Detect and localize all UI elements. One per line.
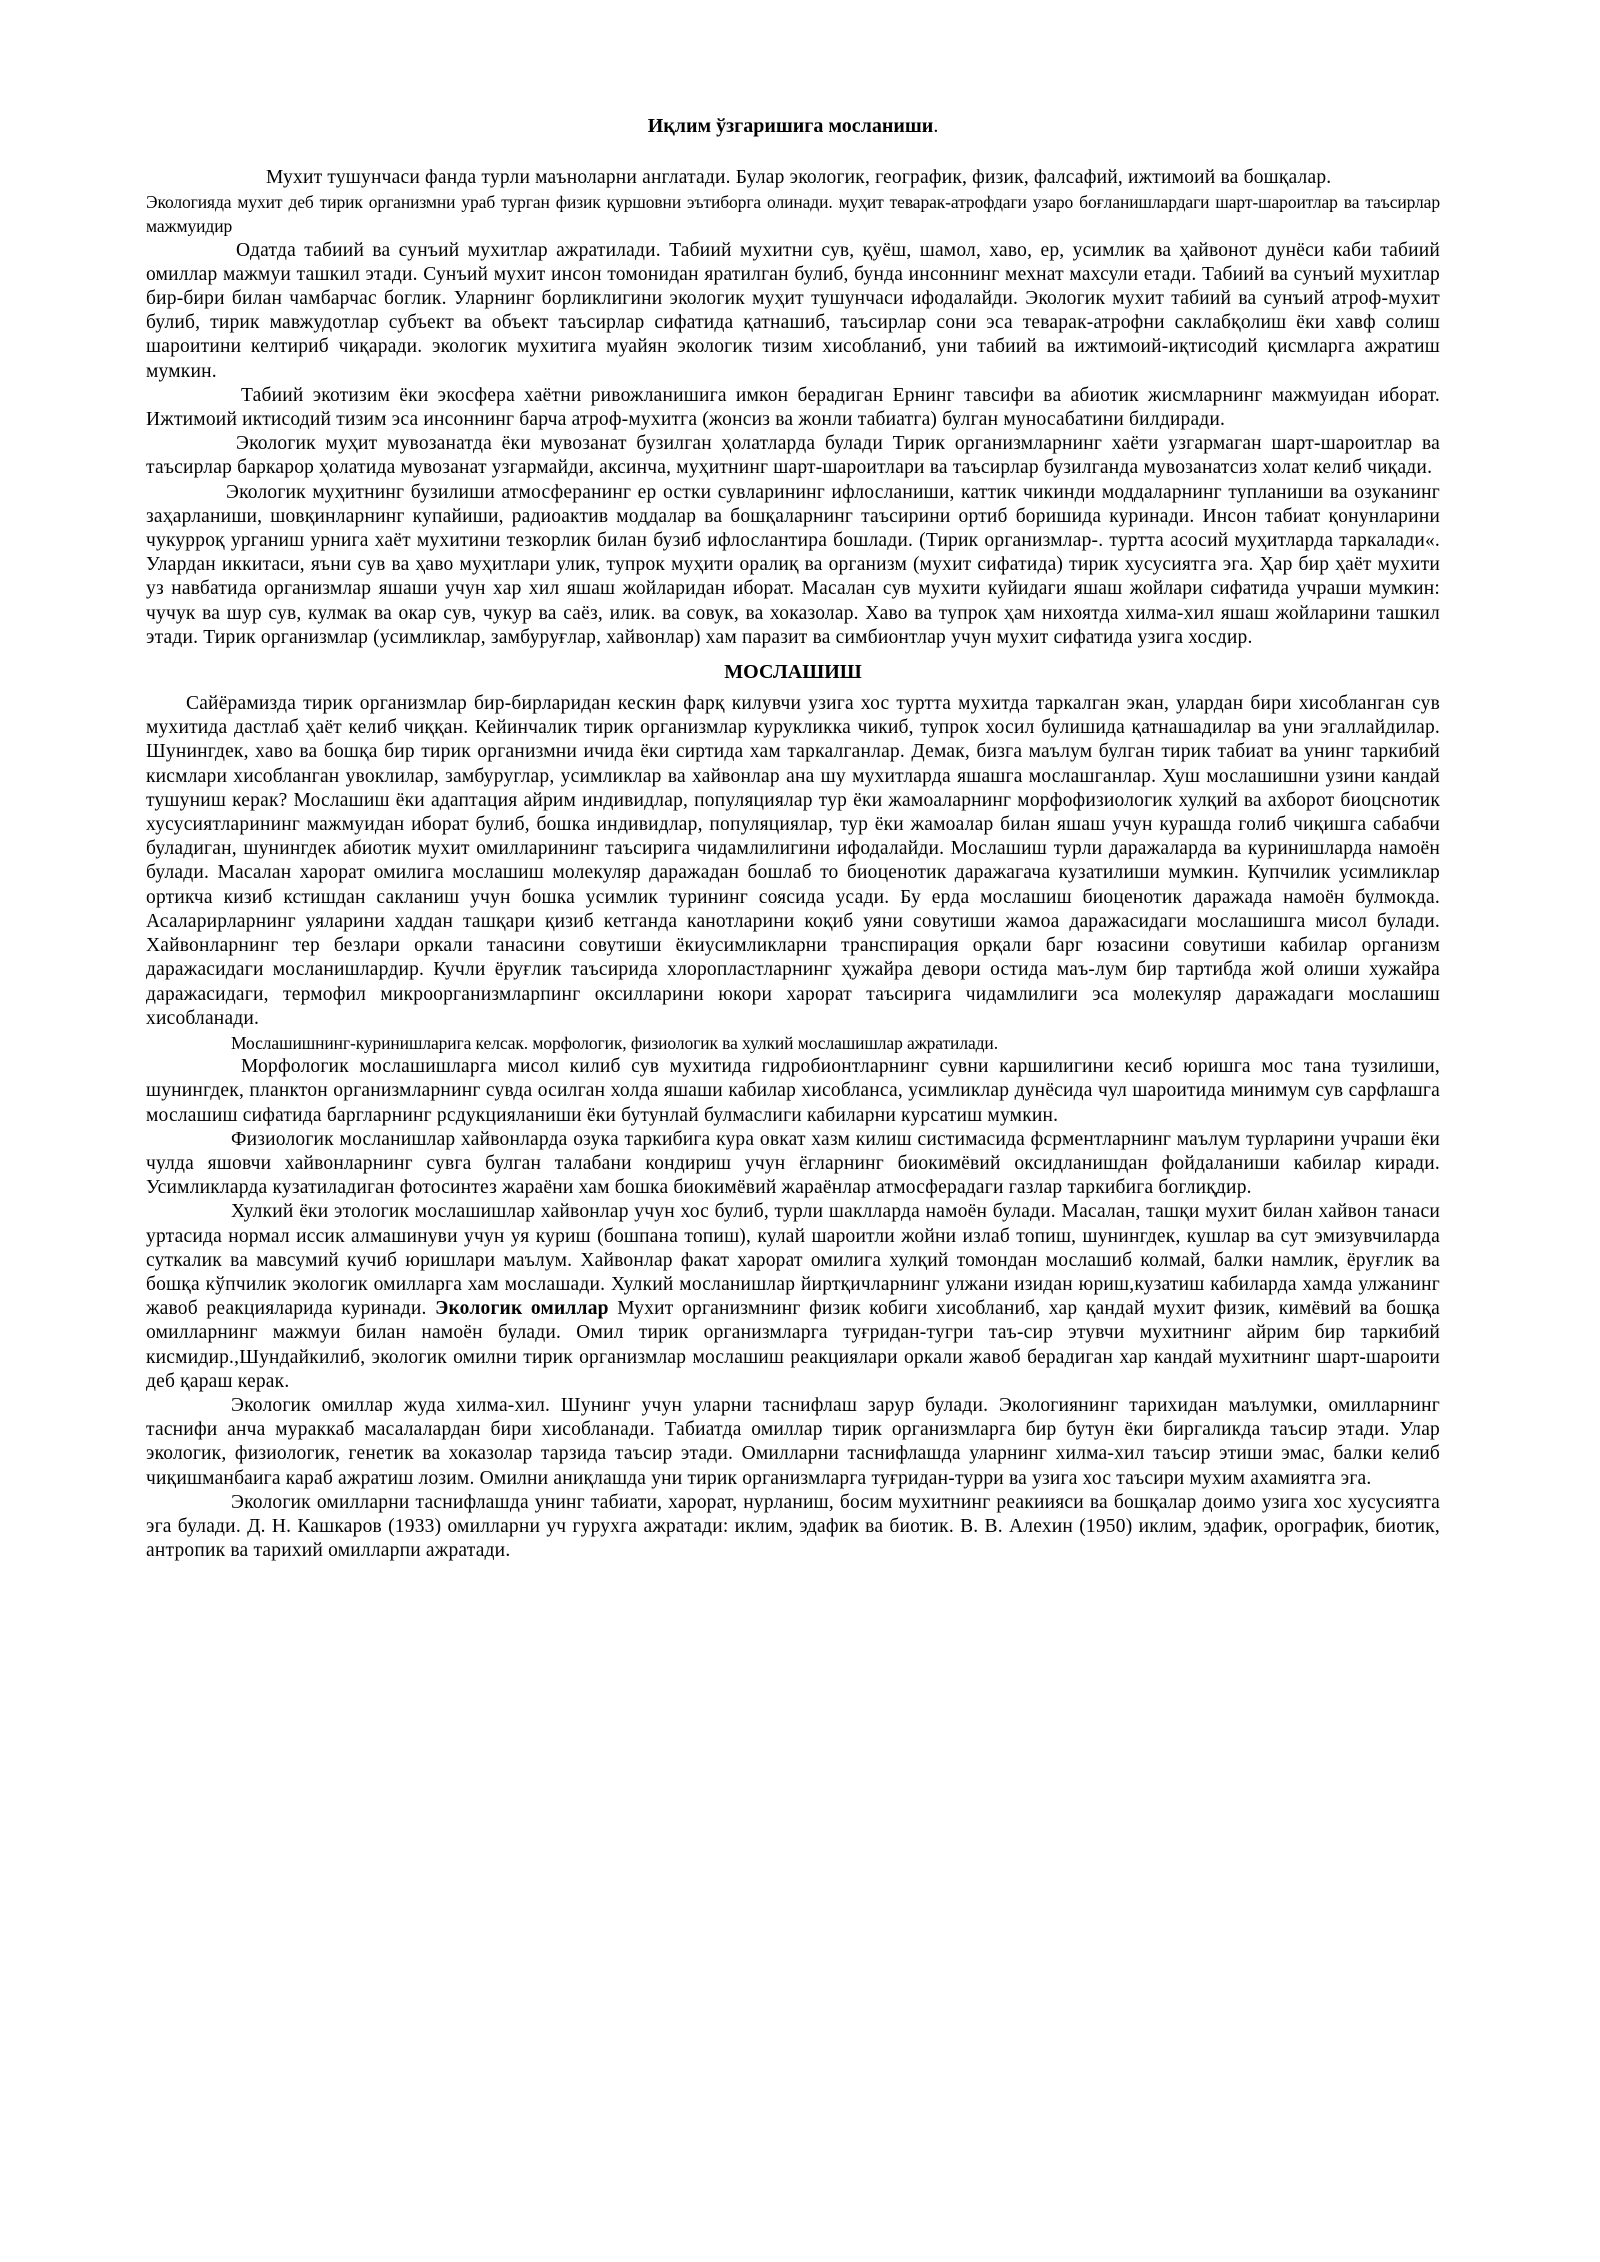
paragraph-10: Физиологик мосланишлар хайвонларда озука таркибига кура овкат хазм килиш систимасида фсрментларнинг маълум турларини учраши ёки чулда яшовчи хайвонларнинг сувга булган талабани кондириш учун ёгларнинг биокимёвий оксидланишдан фойдаланиши кабилар киради. Усимликларда кузатиладиган фотосинтез жараёни хам бошка биокимёвий жараёнлар атмосферадаги газлар таркибига боглиқдир. xyxy=(146,1128,1440,1199)
paragraph-11 xyxy=(146,1200,1440,1394)
paragraph-3: Одатда табиий ва сунъий мухитлар ажратилади. Табиий мухитни сув, қуёш, шамол, хаво, ер, усимлик ва ҳайвонот дунёси каби табиий омиллар мажмуи ташкил этади. Сунъий мухит инсон томонидан яратилган булиб, бунда инсоннинг мехнат махсули етади. Табиий ва сунъий мухитлар бир-бири билан чамбарчас боглик. Уларнинг борликлигини экологик муҳит тушунчаси ифодалайди. Экологик мухит табиий ва сунъий атроф-мухит булиб, тирик мавжудотлар субъект ва объект таъсирлар сифатида қатнашиб, таъсирлар сони эса теварак-атрофни саклабқолиш ёки хавф солиш шароитини келтириб чиқаради. экологик мухитига муайян экологик тизим хисобланиб, уни табиий ва ижтимоий-иқтисодий қисмларга ажратиш мумкин. xyxy=(146,239,1440,382)
paragraph-12: Экологик омиллар жуда хилма-хил. Шунинг учун уларни таснифлаш зарур булади. Экологиянинг тарихидан маълумки, омилларнинг таснифи анча мураккаб масалалардан бири хисобланади. Табиатда омиллар тирик организмларга бир бутун ёки биргаликда таъсир этади. Улар экологик, физиологик, генетик ва хоказолар тарзида таъсир этади. Омилларни таснифлашда уларнинг хилма-хил таъсир этиши эмас, балки келиб чиқишманбаига караб ажратиш лозим. Омилни аниқлашда уни тирик организмларга туғридан-турри ва узига хос таъсири мухим ахамиятга эга. xyxy=(146,1394,1440,1489)
paragraph-11-continuation: Мухит организмнинг физик кобиги хисобланиб, хар қандай мухит физик, кимёвий ва бошқа омилларнинг мажмуи билан намоён булади. Омил тирик организмларга туғридан-тугри таъ-сир этувчи мухитнинг айрим бир таркибий кисмидир.,Шундайкилиб, экологик омилни тирик организмлар мослашиш реакциялари оркали жавоб берадиган хар кандай мухитнинг шарт-шароити деб қараш керак. xyxy=(146,1298,1440,1392)
paragraph-4: Табиий экотизим ёки экосфера хаётни ривожланишига имкон берадиган Ернинг тавсифи ва абиотик жисмларнинг мажмуидан иборат. Ижтимоий иктисодий тизим эса инсоннинг барча атроф-мухитга (жонсиз ва жонли табиатга) булган муносабатини билдиради. xyxy=(146,384,1440,431)
paragraph-1: Мухит тушунчаси фанда турли маъноларни англатади. Булар экологик, географик, физик, фалсафий, ижтимоий ва бошқалар. xyxy=(266,167,1332,188)
paragraph-7: Сайёрамизда тирик организмлар бир-бирларидан кескин фарқ килувчи узига хос туртта мухитда таркалган экан, улардан бири хисобланган сув мухитида дастлаб ҳаёт келиб чиққан. Кейинчалик тирик организмлар курукликка чикиб, тупрок хосил булишида қатнашадилар ва уни эгаллайдилар. Шунингдек, хаво ва бошқа бир тирик организмни ичида ёки сиртида хам таркалганлар. Демак, бизга маълум булган тирик табиат ва унинг таркибий кисмлари хисобланган увоклилар, замбуруглар, усимликлар ва хайвонлар ана шу мухитларда яшашга мослашганлар. Хуш мослашишни узини кандай тушуниш керак? Мослашиш ёки адаптация айрим индивидлар, популяциялар тур ёки жамоаларнинг морфофизиологик хулқий ва ахборот биоцснотик хусусиятларининг мажмуидан иборат булиб, бошка индивидлар, популяциялар, тур ёки жамоалар билан яшаш учун курашда голиб чиқишга сабабчи буладиган, шунингдек абиотик мухит омилларининг таъсирига чидамлилигини ифодалайди. Мослашиш турли даражаларда ва куринишларда намоён булади. Масалан харорат омилига мослашиш молекуляр даражадан бошлаб то биоценотик даражагача кузатилиши мумкин. Купчилик усимликлар ортикча кизиб кстишдан сакланиш учун бошка усимлик турининг соясида усади. Бу ерда мослашиш биоценотик даражада намоён булмокда. Асаларирларнинг уяларини хаддан ташқари қизиб кетганда канотларини коқиб уяни совутиши жамоа даражасидаги мослашишга мисол булади. Хайвонларнинг тер безлари оркали танасини совутиши ёкиусимликларни транспирация орқали барг юзасини совутиши кабилар организм даражасидаги мосланишлардир. Кучли ёруғлик таъсирида хлоропластларнинг ҳужайра девори остида маъ-лум бир тартибда жой олиши хужайра даражасидаги, термофил микроорганизмларпинг оксилларини юкори харорат таъсирига чидамлилиги эса молекуляр даражадаги мослашиш хисобланади. xyxy=(146,693,1440,1029)
paragraph-2: Экологияда мухит деб тирик организмни ураб турган физик қуршовни эътиборга олинади. муҳит теварак-атрофдаги узаро боғланишлардаги шарт-шароитлар ва таъсирлар мажмуидир xyxy=(146,192,1440,237)
title-text: Иқлим ўзгаришига мосланиши xyxy=(647,115,934,137)
paragraph-13: Экологик омилларни таснифлашда унинг табиати, харорат, нурланиш, босим мухитнинг реакиияси ва бошқалар доимо узига хос хусусиятга эга булади. Д. Н. Кашкаров (1933) омилларни уч гурухга ажратади: иклим, эдафик ва биотик. В. В. Алехин (1950) иклим, эдафик, орографик, биотик, антропик ва тарихий омилларпи ажратади. xyxy=(146,1491,1440,1562)
document-title xyxy=(146,112,1440,140)
title-dot: . xyxy=(933,115,939,137)
paragraph-8: Мослашишнинг-куринишларига келсак. морфологик, физиологик ва хулкий мослашишлар ажратилади. xyxy=(231,1032,998,1053)
ecological-factors-heading: Экологик омиллар xyxy=(435,1298,609,1320)
paragraph-5: Экологик муҳит мувозанатда ёки мувозанат бузилган ҳолатларда булади Тирик организмларнинг хаёти узгармаган шарт-шароитлар ва таъсирлар баркарор ҳолатида мувозанат узгармайди, аксинча, муҳитнинг шарт-шароитлари ва таъсирлар бузилганда мувозанатсиз холат келиб чиқади. xyxy=(146,433,1440,479)
paragraph-11-text: Хулкий ёки этологик мослашишлар хайвонлар учун хос булиб, турли шаклларда намоён булади. Масалан, ташқи мухит билан хайвон танаси уртасида нормал иссик алмашинуви учун уя куриш (бошпана топиш), кулай шароитли жойни излаб топиш, шунингдек, кушлар ва сут эмизувчиларда суткалик ва мавсумий кучиб юришлари маълум. Хайвонлар факат харорат омилига хулқий томондан мослашиб колмай, балки намлик, ёруғлик ва бошқа кўпчилик экологик омилларга хам мослашади. Хулкий мосланишлар йиртқичларнинг улжани изидан юриш,кузатиш кабиларда хамда улжанинг жавоб реакцияларида куринади. xyxy=(146,1201,1440,1320)
section-title: МОСЛАШИШ xyxy=(724,661,862,684)
paragraph-9: Морфологик мослашишларга мисол килиб сув мухитида гидробионтларнинг сувни каршилигини кесиб юришга мос тана тузилиши, шунингдек, планктон организмларнинг сувда осилган холда яшаши кабилар хисобланса, усимликлар дунёсида чул шароитида минимум сув сарфлашга мослашиш сифатида баргларнинг рсдукцияланиши ёки бутунлай булмаслиги кабиларни курсатиш мумкин. xyxy=(146,1056,1440,1126)
paragraph-6: Экологик муҳитнинг бузилиши атмосферанинг ер остки сувларининг ифлосланиши, каттик чикинди моддаларнинг тупланиши ва озуканинг заҳарланиши, шовқинларнинг купайиши, радиоактив моддалар ва бошқаларнинг таъсирини ортиб боришида куринади. Инсон табиат қонунларини чукурроқ урганиш урнига хаёт мухитини тезкорлик билан бузиб ифлослантира бошлади. (Тирик организмлар-. туртта асосий муҳитларда таркалади«. Улардан иккитаси, яъни сув ва ҳаво муҳитлари улик, тупрок муҳити оралиқ ва организм (мухит сифатида) тирик хусусиятга эга. Ҳар бир ҳаёт мухити уз навбатида организмлар яшаши учун хар хил яшаш жойларидан иборат. Масалан сув мухити куйидаги яшаш жойлари сифатида учраши мумкин: чучук ва шур сув, кулмак ва окар сув, чукур ва саёз, илик. ва совук, ва хоказолар. Хаво ва тупрок ҳам нихоятда хилма-хил яшаш жойларини ташкил этади. Тирик организмлар (усимликлар, замбуруғлар, хайвонлар) хам паразит ва симбионтлар учун мухит сифатида узига хосдир. xyxy=(146,481,1440,648)
